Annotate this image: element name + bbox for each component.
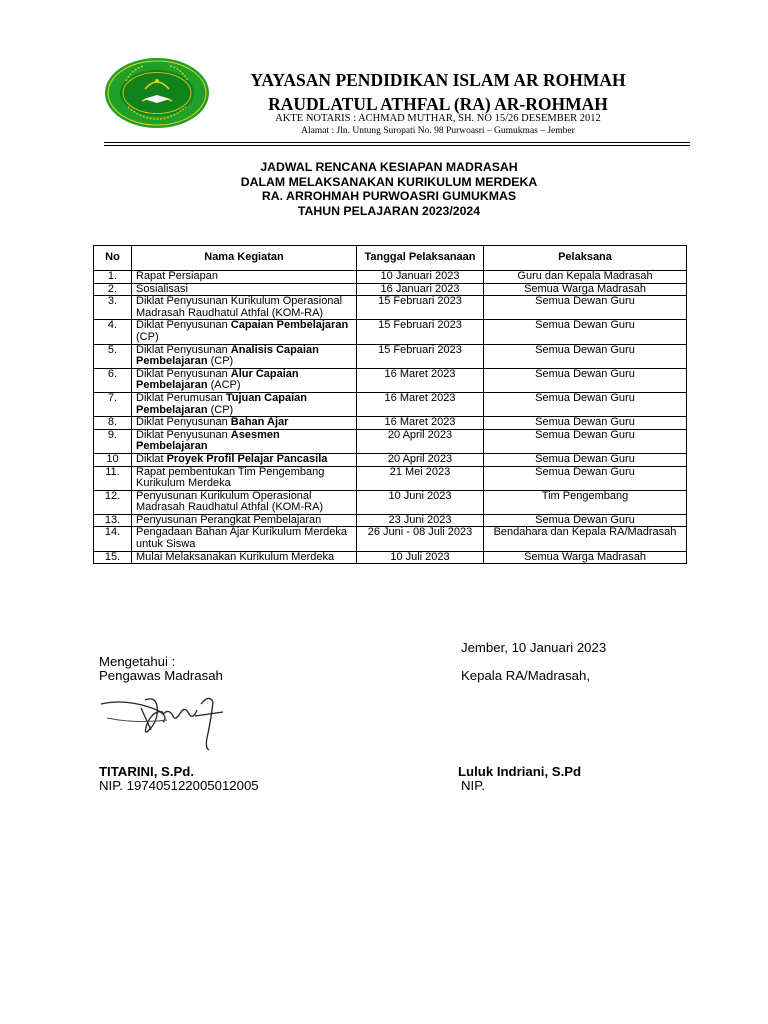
headmaster-role: Kepala RA/Madrasah, [461, 668, 591, 683]
row-activity [132, 368, 357, 392]
activity-text: Rapat pembentukan Tim Pengembang Kurikulum Merdeka [136, 466, 325, 490]
activity-text: Rapat Persiapan [136, 270, 218, 282]
row-number: 4. [94, 320, 132, 344]
row-executor: Semua Dewan Guru [484, 466, 687, 490]
activity-text: (ACP) [207, 379, 241, 392]
letterhead-notary: AKTE NOTARIS : ACHMAD MUTHAR, SH. NO 15/26 DESEMBER 2012 [275, 113, 601, 124]
row-executor: Semua Dewan Guru [484, 514, 687, 527]
activity-text: Diklat Penyusunan [136, 344, 231, 356]
row-executor: Guru dan Kepala Madrasah [484, 271, 687, 284]
supervisor-nip: NIP. 197405122005012005 [99, 778, 259, 793]
letterhead-rule [104, 142, 690, 143]
row-executor: Semua Warga Madrasah [484, 283, 687, 296]
row-executor: Semua Dewan Guru [484, 417, 687, 430]
activity-emphasis: Proyek Profil Pelajar Pancasila [166, 453, 328, 465]
activity-emphasis: Tujuan Capaian Pembelajaran [136, 392, 307, 416]
row-number: 9. [94, 429, 132, 453]
row-executor: Semua Dewan Guru [484, 453, 687, 466]
row-activity [132, 551, 357, 564]
row-date: 15 Februari 2023 [357, 344, 484, 368]
row-number: 10 [94, 453, 132, 466]
row-activity [132, 283, 357, 296]
row-executor: Tim Pengembang [484, 490, 687, 514]
row-executor: Semua Warga Madrasah [484, 551, 687, 564]
row-executor: Bendahara dan Kepala RA/Madrasah [484, 527, 687, 551]
col-header-date: Tanggal Pelaksanaan [357, 246, 484, 271]
row-number: 5. [94, 344, 132, 368]
activity-text: Penyusunan Perangkat Pembelajaran [136, 514, 322, 526]
activity-emphasis: Alur Capaian Pembelajaran [136, 368, 299, 392]
row-number: 15. [94, 551, 132, 564]
col-header-no: No [94, 246, 132, 271]
table-row [94, 283, 687, 296]
school-logo [104, 57, 210, 129]
table-row [94, 271, 687, 284]
supervisor-name: TITARINI, S.Pd. [99, 764, 194, 779]
activity-emphasis: Bahan Ajar [230, 416, 289, 429]
row-date: 10 Januari 2023 [357, 271, 484, 284]
letterhead-address: Alamat : Jln. Untung Suropati No. 98 Purwoasri – Gumukmas – Jember [301, 126, 575, 136]
table-row [94, 417, 687, 430]
row-number: 11. [94, 466, 132, 490]
activity-text: (CP) [136, 330, 159, 343]
handwritten-signature [97, 690, 227, 752]
row-activity [132, 514, 357, 527]
table-row [94, 296, 687, 320]
table-row [94, 368, 687, 392]
letterhead-org: YAYASAN PENDIDIKAN ISLAM AR ROHMAH [250, 70, 626, 90]
row-date: 21 Mei 2023 [357, 466, 484, 490]
activity-emphasis: Capaian Pembelajaran [230, 319, 349, 332]
supervisor-role: Pengawas Madrasah [99, 668, 223, 683]
title-line: DALAM MELAKSANAKAN KURIKULUM MERDEKA [240, 174, 538, 189]
acknowledged-label: Mengetahui : [99, 654, 176, 669]
row-date: 16 Maret 2023 [357, 417, 484, 430]
row-activity [132, 320, 357, 344]
activity-emphasis: Analisis Capaian Pembelajaran [136, 344, 319, 368]
row-activity [132, 271, 357, 284]
row-executor: Semua Dewan Guru [484, 320, 687, 344]
row-activity [132, 344, 357, 368]
table-row [94, 453, 687, 466]
table-row [94, 320, 687, 344]
row-activity [132, 466, 357, 490]
row-date: 23 Juni 2023 [357, 514, 484, 527]
row-activity [132, 527, 357, 551]
activity-text: Penyusunan Kurikulum Operasional Madrasah Raudhatul Athfal (KOM-RA) [136, 490, 324, 514]
row-date: 20 April 2023 [357, 429, 484, 453]
row-activity [132, 453, 357, 466]
row-number: 13. [94, 514, 132, 527]
activity-text: Diklat [136, 453, 167, 465]
document-title [100, 160, 678, 218]
activity-text: Diklat Penyusunan Kurikulum Operasional Madrasah Raudhatul Athfal (KOM-RA) [136, 295, 343, 319]
letterhead-school: RAUDLATUL ATHFAL (RA) AR-ROHMAH [268, 94, 608, 114]
headmaster-name: Luluk Indriani, S.Pd [458, 764, 582, 779]
activity-text: Diklat Penyusunan [136, 429, 231, 441]
table-row [94, 527, 687, 551]
schedule-body [94, 271, 687, 564]
row-date: 16 Maret 2023 [357, 392, 484, 416]
activity-text: Pengadaan Bahan Ajar Kurikulum Merdeka untuk Siswa [136, 526, 347, 551]
activity-text: (CP) [207, 403, 234, 416]
row-executor: Semua Dewan Guru [484, 344, 687, 368]
schedule-table [93, 245, 687, 564]
table-row [94, 344, 687, 368]
table-row [94, 392, 687, 416]
activity-text: (CP) [207, 355, 234, 368]
row-number: 6. [94, 368, 132, 392]
row-date: 26 Juni - 08 Juli 2023 [357, 527, 484, 551]
table-header-row [94, 246, 687, 271]
row-date: 20 April 2023 [357, 453, 484, 466]
row-number: 12. [94, 490, 132, 514]
row-activity [132, 417, 357, 430]
row-number: 1. [94, 271, 132, 284]
letterhead-rule-thin [104, 145, 690, 146]
row-executor: Semua Dewan Guru [484, 368, 687, 392]
activity-text: Diklat Perumusan [136, 392, 226, 404]
row-activity [132, 392, 357, 416]
row-date: 15 Februari 2023 [357, 296, 484, 320]
col-header-executor: Pelaksana [484, 246, 687, 271]
headmaster-nip: NIP. [461, 778, 485, 793]
row-date: 16 Januari 2023 [357, 283, 484, 296]
place-date: Jember, 10 Januari 2023 [461, 640, 607, 655]
row-number: 7. [94, 392, 132, 416]
activity-emphasis: Asesmen Pembelajaran [136, 429, 280, 453]
row-executor: Semua Dewan Guru [484, 296, 687, 320]
row-number: 14. [94, 527, 132, 551]
row-date: 15 Februari 2023 [357, 320, 484, 344]
table-row [94, 490, 687, 514]
activity-text: Mulai Melaksanakan Kurikulum Merdeka [136, 551, 335, 563]
row-date: 10 Juli 2023 [357, 551, 484, 564]
row-date: 16 Maret 2023 [357, 368, 484, 392]
row-executor: Semua Dewan Guru [484, 392, 687, 416]
activity-text: Diklat Penyusunan [136, 416, 231, 429]
table-row [94, 429, 687, 453]
title-line: RA. ARROHMAH PURWOASRI GUMUKMAS [261, 189, 517, 203]
row-executor: Semua Dewan Guru [484, 429, 687, 453]
col-header-activity: Nama Kegiatan [132, 246, 357, 271]
row-activity [132, 429, 357, 453]
table-row [94, 466, 687, 490]
row-number: 8. [94, 417, 132, 430]
row-activity [132, 296, 357, 320]
row-number: 2. [94, 283, 132, 296]
row-activity [132, 490, 357, 514]
activity-text: Sosialisasi [136, 283, 188, 295]
title-line: JADWAL RENCANA KESIAPAN MADRASAH [260, 160, 518, 174]
row-date: 10 Juni 2023 [357, 490, 484, 514]
activity-text: Diklat Penyusunan [136, 368, 231, 380]
row-number: 3. [94, 296, 132, 320]
table-row [94, 551, 687, 564]
table-row [94, 514, 687, 527]
activity-text: Diklat Penyusunan [136, 319, 231, 332]
title-line: TAHUN PELAJARAN 2023/2024 [297, 203, 481, 218]
